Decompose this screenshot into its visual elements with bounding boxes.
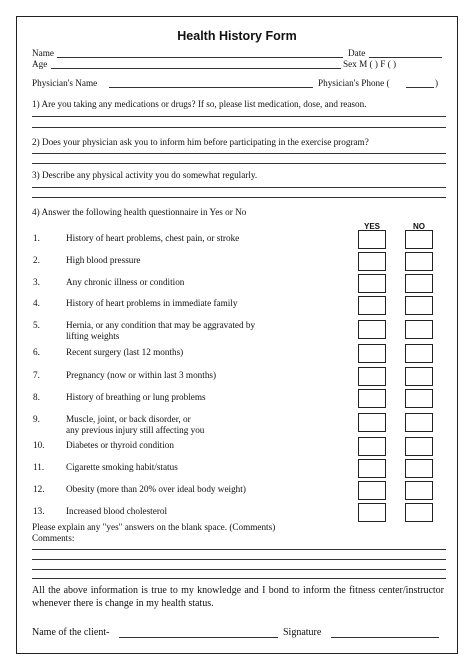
signature-label: Signature: [283, 627, 322, 638]
answer-line[interactable]: [32, 187, 446, 188]
comment-line[interactable]: [32, 578, 446, 579]
no-checkbox[interactable]: [405, 274, 433, 293]
item-number: 13.: [33, 506, 45, 516]
physician-name-field[interactable]: [109, 87, 313, 88]
item-number: 7.: [33, 370, 40, 380]
client-name-field[interactable]: [119, 637, 278, 638]
name-field[interactable]: [57, 57, 343, 58]
no-checkbox[interactable]: [405, 389, 433, 408]
item-number: 3.: [33, 277, 40, 287]
item-number: 9.: [33, 414, 40, 424]
yes-checkbox[interactable]: [358, 503, 386, 522]
item-text: Obesity (more than 20% over ideal body weight): [66, 484, 246, 494]
yes-checkbox[interactable]: [358, 274, 386, 293]
yes-checkbox[interactable]: [358, 252, 386, 271]
answer-line[interactable]: [32, 116, 446, 117]
comments-label: Comments:: [32, 533, 75, 543]
yes-checkbox[interactable]: [358, 389, 386, 408]
no-checkbox[interactable]: [405, 503, 433, 522]
yes-checkbox[interactable]: [358, 320, 386, 339]
item-text: History of breathing or lung problems: [66, 392, 206, 402]
question-3: 3) Describe any physical activity you do somewhat regularly.: [32, 170, 258, 180]
no-checkbox[interactable]: [405, 230, 433, 249]
item-text: Cigarette smoking habit/status: [66, 462, 178, 472]
yes-checkbox[interactable]: [358, 344, 386, 363]
yes-checkbox[interactable]: [358, 481, 386, 500]
answer-line[interactable]: [32, 163, 446, 164]
item-number: 12.: [33, 484, 45, 494]
declaration-text: All the above information is true to my knowledge and I bond to inform the fitness center/instructor whenever there is change in my health status.: [32, 585, 444, 609]
no-checkbox[interactable]: [405, 459, 433, 478]
answer-line[interactable]: [32, 127, 446, 128]
item-text: History of heart problems in immediate family: [66, 298, 238, 308]
answer-line[interactable]: [32, 197, 446, 198]
physician-phone-label: Physician's Phone (: [318, 78, 390, 88]
item-number: 4.: [33, 298, 40, 308]
item-text-continued: any previous injury still affecting you: [66, 425, 205, 435]
phone-close-paren: ): [435, 78, 439, 88]
item-text: Recent surgery (last 12 months): [66, 347, 184, 357]
item-number: 2.: [33, 255, 40, 265]
age-field[interactable]: [51, 68, 341, 69]
yes-checkbox[interactable]: [358, 367, 386, 386]
yes-checkbox[interactable]: [358, 437, 386, 456]
item-text: Pregnancy (now or within last 3 months): [66, 370, 217, 380]
item-text: High blood pressure: [66, 255, 141, 265]
no-checkbox[interactable]: [405, 413, 433, 432]
explain-yes-instruction: Please explain any "yes" answers on the blank space. (Comments): [32, 522, 276, 532]
name-label: Name: [32, 48, 54, 58]
item-number: 8.: [33, 392, 40, 402]
item-number: 1.: [33, 233, 40, 243]
yes-column-header: YES: [364, 222, 381, 231]
item-text: History of heart problems, chest pain, or stroke: [66, 233, 240, 243]
signature-field[interactable]: [331, 637, 439, 638]
no-checkbox[interactable]: [405, 296, 433, 315]
item-number: 10.: [33, 440, 45, 450]
date-field[interactable]: [369, 57, 442, 58]
no-checkbox[interactable]: [405, 320, 433, 339]
age-label: Age: [32, 59, 48, 69]
yes-checkbox[interactable]: [358, 413, 386, 432]
item-number: 5.: [33, 320, 40, 330]
item-text: Increased blood cholesterol: [66, 506, 168, 516]
comment-line[interactable]: [32, 549, 446, 550]
no-checkbox[interactable]: [405, 344, 433, 363]
item-text: Muscle, joint, or back disorder, or: [66, 414, 191, 424]
client-name-label: Name of the client-: [32, 627, 110, 638]
answer-line[interactable]: [32, 153, 446, 154]
no-column-header: NO: [413, 222, 425, 231]
physician-name-label: Physician's Name: [32, 78, 98, 88]
item-text: Hernia, or any condition that may be aggravated by: [66, 320, 256, 330]
comment-line[interactable]: [32, 559, 446, 560]
comment-line[interactable]: [32, 569, 446, 570]
no-checkbox[interactable]: [405, 481, 433, 500]
item-text: Any chronic illness or condition: [66, 277, 185, 287]
no-checkbox[interactable]: [405, 252, 433, 271]
yes-checkbox[interactable]: [358, 296, 386, 315]
item-text: Diabetes or thyroid condition: [66, 440, 174, 450]
question-2: 2) Does your physician ask you to inform him before participating in the exercise program?: [32, 137, 369, 147]
yes-checkbox[interactable]: [358, 230, 386, 249]
item-number: 11.: [33, 462, 45, 472]
yes-checkbox[interactable]: [358, 459, 386, 478]
physician-phone-field[interactable]: [406, 87, 434, 88]
question-4: 4) Answer the following health questionnaire in Yes or No: [32, 207, 247, 217]
no-checkbox[interactable]: [405, 437, 433, 456]
form-title: Health History Form: [177, 29, 297, 43]
sex-label: Sex M ( ) F ( ): [343, 59, 397, 69]
item-text-continued: lifting weights: [66, 331, 120, 341]
item-number: 6.: [33, 347, 40, 357]
question-1: 1) Are you taking any medications or drugs? If so, please list medication, dose, and reason.: [32, 99, 367, 109]
no-checkbox[interactable]: [405, 367, 433, 386]
date-label: Date: [348, 48, 366, 58]
